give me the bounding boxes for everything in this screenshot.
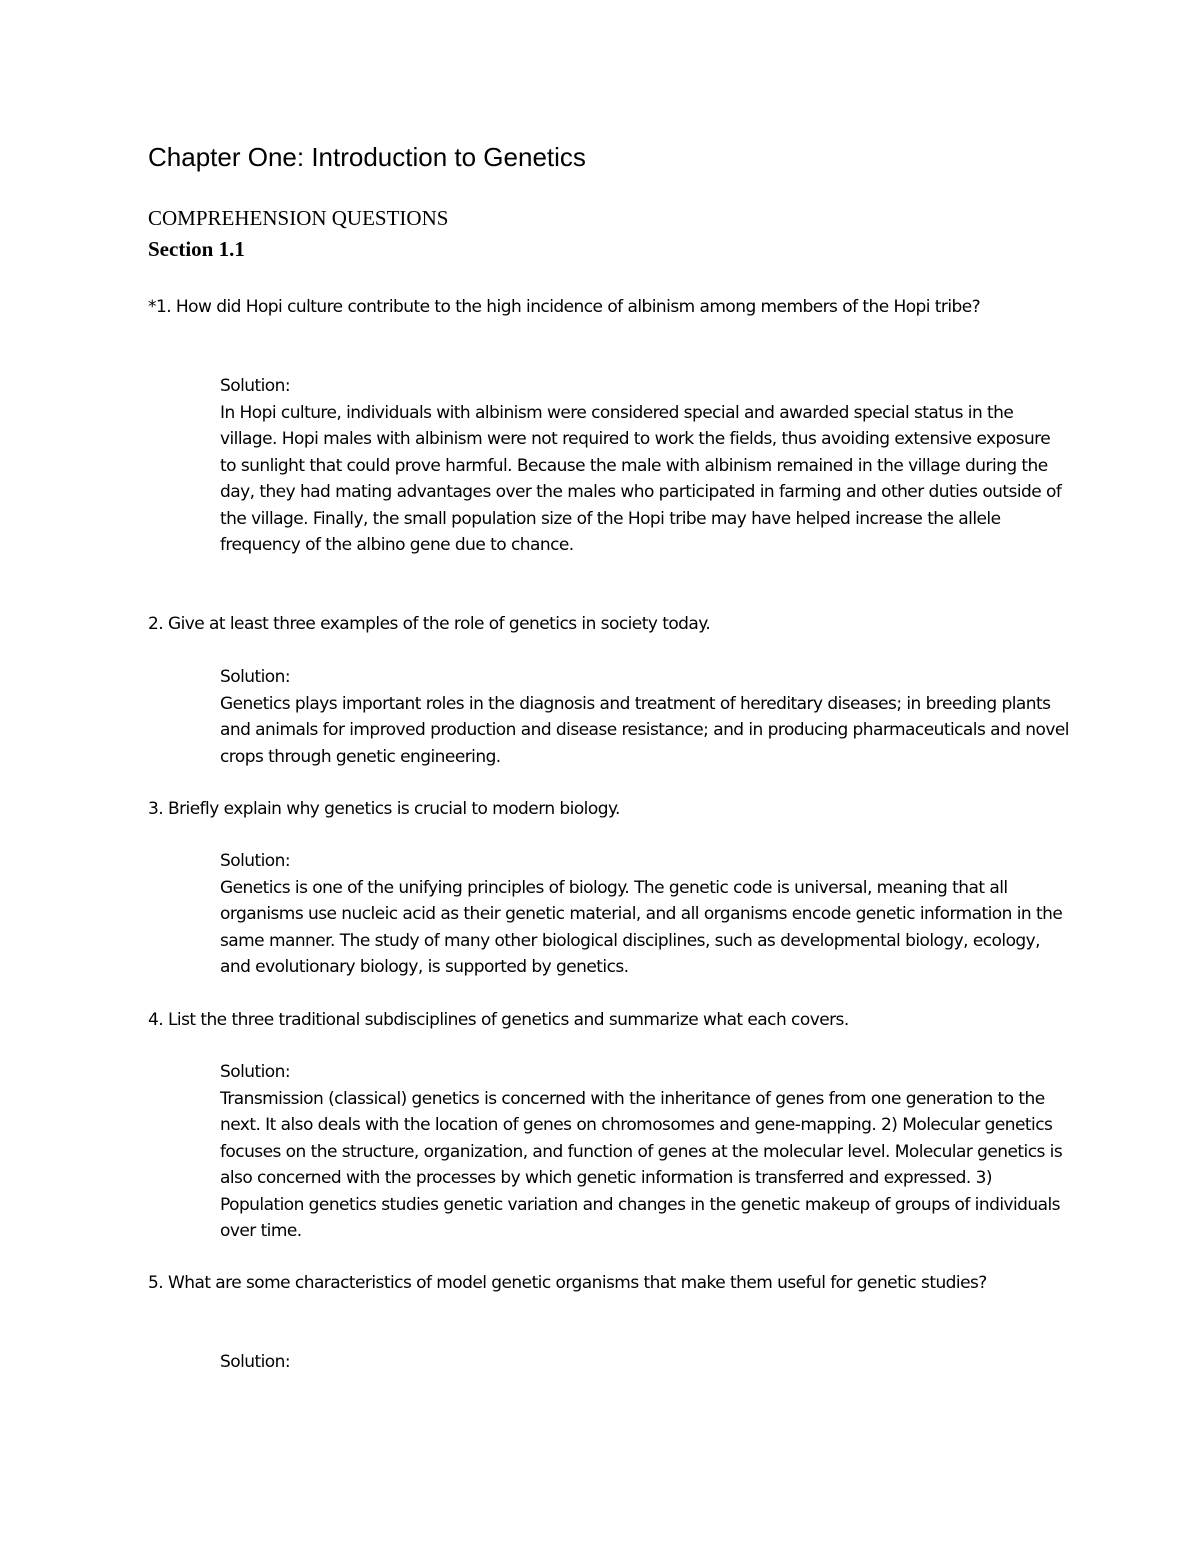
- question-3: 3. Briefly explain why genetics is crucial to modern biology.: [148, 799, 620, 819]
- question-1: *1. How did Hopi culture contribute to the high incidence of albinism among members of the Hopi tribe?: [148, 297, 981, 317]
- solution-text: Genetics plays important roles in the diagnosis and treatment of hereditary diseases; in breeding plants and animals for improved production and disease resistance; and in producing pharmaceuticals and novel crops through genetic engineering.: [220, 693, 1069, 767]
- solution-text: In Hopi culture, individuals with albinism were considered special and awarded special status in the village. Hopi males with albinism were not required to work the fields, thus avoiding extensive exposure to sunlight that could prove harmful. Because the male with albinism remained in the village during the day, they had mating advantages over the males who participated in farming and other duties outside of the village. Finally, the small population size of the Hopi tribe may have helped increase the allele frequency of the albino gene due to chance.: [220, 402, 1062, 555]
- question-2: 2. Give at least three examples of the role of genetics in society today.: [148, 614, 711, 634]
- section-heading: COMPREHENSION QUESTIONS: [148, 206, 449, 230]
- chapter-title: Chapter One: Introduction to Genetics: [148, 142, 586, 172]
- question-5: 5. What are some characteristics of model genetic organisms that make them useful for genetic studies?: [148, 1273, 987, 1293]
- solution-label: Solution:: [220, 376, 291, 396]
- solution-label: Solution:: [220, 1352, 291, 1372]
- section-label: Section 1.1: [148, 237, 245, 261]
- solution-label: Solution:: [220, 1062, 291, 1082]
- question-4: 4. List the three traditional subdisciplines of genetics and summarize what each covers.: [148, 1010, 849, 1030]
- solution-text: Transmission (classical) genetics is concerned with the inheritance of genes from one generation to the next. It also deals with the location of genes on chromosomes and gene-mapping. 2) Molecular genetics focuses on the structure, organization, and function of genes at the molecular level. Molecular genetics is also concerned with the processes by which genetic information is transferred and expressed. 3) Population genetics studies genetic variation and changes in the genetic makeup of groups of individuals over time.: [220, 1088, 1063, 1241]
- solution-4: [220, 1059, 1070, 1245]
- solution-label: Solution:: [220, 667, 291, 687]
- solution-label: Solution:: [220, 851, 291, 871]
- solution-2: [220, 664, 1070, 770]
- solution-1: [220, 373, 1070, 559]
- solution-3: [220, 848, 1070, 981]
- solution-5: [220, 1349, 1070, 1376]
- solution-text: Genetics is one of the unifying principles of biology. The genetic code is universal, meaning that all organisms use nucleic acid as their genetic material, and all organisms encode genetic information in the same manner. The study of many other biological disciplines, such as developmental biology, ecology, and evolutionary biology, is supported by genetics.: [220, 877, 1063, 977]
